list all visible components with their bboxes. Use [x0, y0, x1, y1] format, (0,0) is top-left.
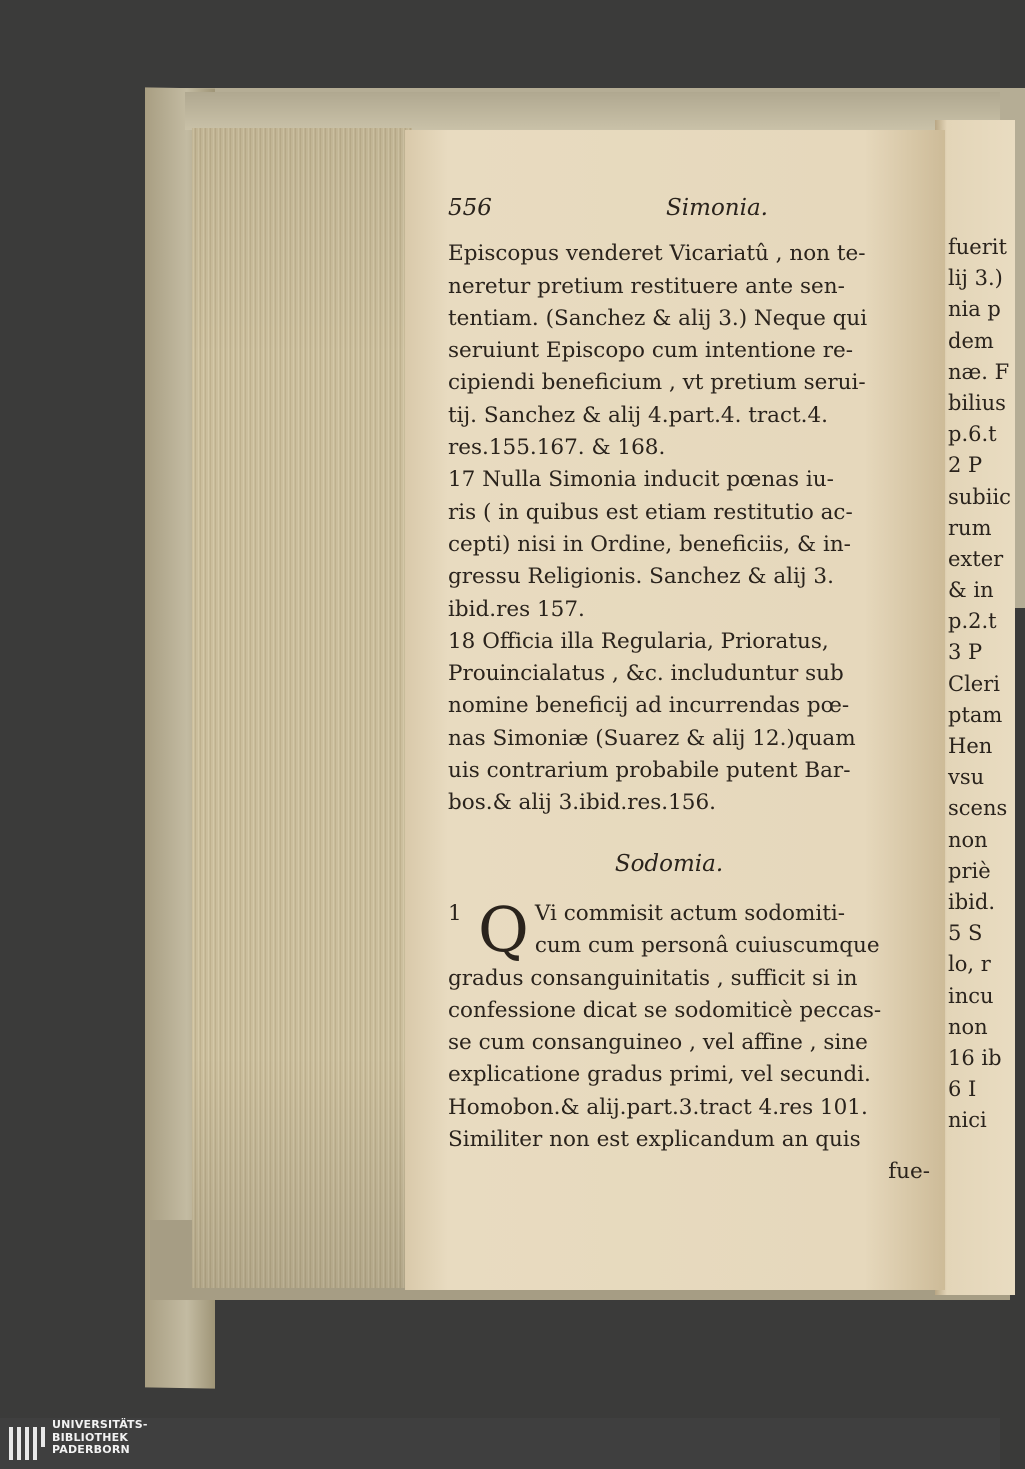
text-line: priè [948, 858, 991, 883]
section-heading: Sodomia. [614, 850, 724, 877]
running-head [448, 192, 768, 224]
drop-cap: Q [478, 892, 529, 966]
text-line: explicatione gradus primi, vel secundi. [448, 1062, 871, 1088]
text-line: & in [948, 578, 994, 603]
text-line: 3 P [948, 640, 983, 665]
text-line: Vi commisit actum sodomiti- [534, 900, 846, 926]
text-line: lo, r [948, 952, 991, 977]
text-block-simonia [448, 238, 930, 819]
text-line: nomine beneficij ad incurrendas pœ- [448, 693, 850, 719]
text-line: se cum consanguineo , vel affine , sine [448, 1030, 868, 1056]
text-line: 5 S [948, 921, 983, 946]
text-line: fuerit [948, 235, 1007, 259]
text-line: tentiam. (Sanchez & alij 3.) Neque qui [448, 305, 868, 331]
text-line: Episcopus venderet Vicariatû , non te- [448, 241, 866, 267]
text-line: incu [948, 983, 994, 1008]
text-line: ibid. [948, 889, 995, 914]
text-line: vsu [948, 765, 985, 790]
page-text [448, 192, 930, 1189]
paragraph-number: 1 [448, 900, 462, 926]
text-line: neretur pretium restituere ante sen- [448, 273, 845, 299]
text-line: Homobon.& alij.part.3.tract 4.res 101. [448, 1094, 868, 1120]
text-line: nici [948, 1108, 987, 1133]
text-line: p.2.t [948, 609, 997, 634]
text-line: Cleri [948, 671, 1000, 696]
text-line: res.155.167. & 168. [448, 435, 666, 461]
text-line: nia p [948, 297, 1001, 322]
text-line: lij 3.) [948, 266, 1003, 291]
text-line: rum [948, 515, 992, 540]
text-line: ris ( in quibus est etiam restitutio ac- [448, 499, 853, 525]
text-line: exter [948, 546, 1004, 571]
running-head-title: Simonia. [666, 195, 768, 221]
text-line: Hen [948, 734, 993, 758]
text-line: cepti) nisi in Ordine, beneficiis, & in- [448, 531, 851, 557]
text-line: cipiendi beneficium , vt pretium serui- [448, 370, 866, 396]
text-line: non [948, 827, 988, 852]
text-line: 18 Officia illa Regularia, Prioratus, [448, 628, 829, 654]
library-logo-icon [9, 1427, 45, 1460]
text-line: ibid.res 157. [448, 596, 585, 622]
text-line: ptam [948, 702, 1003, 727]
text-line: Similiter non est explicandum an quis [448, 1127, 861, 1153]
text-line: 16 ib [948, 1045, 1002, 1070]
text-line: dem [948, 328, 994, 353]
text-line: bilius [948, 390, 1006, 415]
library-footer [0, 1418, 1000, 1469]
text-line: seruiunt Episcopo cum intentione re- [448, 338, 853, 364]
text-line: 17 Nulla Simonia inducit pœnas iu- [448, 467, 834, 493]
text-line: Prouincialatus , &c. includuntur sub [448, 661, 844, 687]
text-line: gradus consanguinitatis , sufficit si in [448, 965, 858, 991]
text-line: uis contrarium probabile putent Bar- [448, 758, 851, 784]
text-line: non [948, 1014, 988, 1039]
library-name: UNIVERSITÄTS- BIBLIOTHEK PADERBORN [52, 1418, 148, 1456]
book-top-edge [185, 92, 1000, 130]
text-line: cum cum personâ cuiuscumque [534, 933, 880, 959]
text-line: subiic [948, 484, 1011, 509]
text-block-sodomia [448, 892, 930, 1156]
text-line: tij. Sanchez & alij 4.part.4. tract.4. [448, 402, 829, 428]
page-block-shade [192, 128, 412, 1288]
text-line: 6 I [948, 1077, 977, 1102]
text-line: confessione dicat se sodomiticè peccas- [448, 997, 882, 1023]
facing-page-text [948, 232, 1011, 1136]
text-line: 2 P [948, 453, 983, 478]
text-line: p.6.t [948, 422, 997, 447]
text-line: scens [948, 796, 1008, 821]
text-line: næ. F [948, 359, 1010, 384]
page-number: 556 [448, 195, 492, 221]
catchword: fue- [888, 1159, 930, 1185]
text-line: bos.& alij 3.ibid.res.156. [448, 790, 716, 816]
text-line: gressu Religionis. Sanchez & alij 3. [448, 564, 834, 590]
text-line: nas Simoniæ (Suarez & alij 12.)quam [448, 725, 856, 751]
